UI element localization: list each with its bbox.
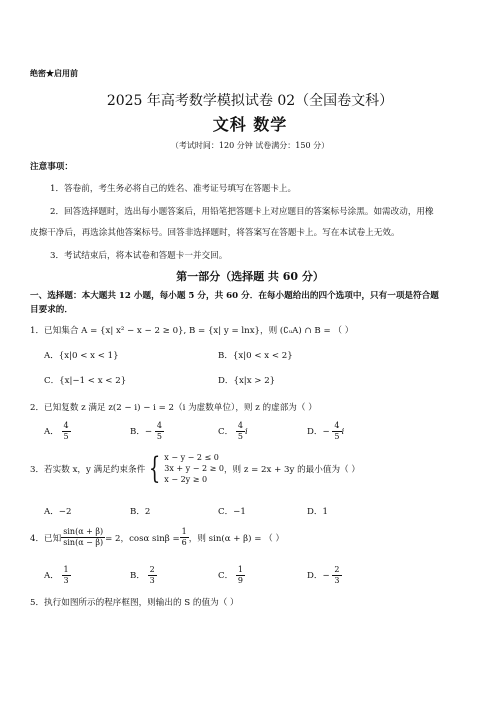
note-1: 1．答卷前，考生务必将自己的姓名、准考证号填写在答题卡上。 (50, 184, 297, 194)
q1-option-c: C．{x|−1 < x < 2} (44, 376, 127, 386)
q3-option-d: D．1 (307, 507, 328, 517)
q2-option-b: B．− $\frac{4}{5}$ (130, 421, 162, 441)
q1-option-a: A．{x|0 < x < 1} (44, 351, 119, 361)
q3-option-c: C．−1 (218, 507, 246, 517)
part1-instr-line-2: 目要求的． (30, 305, 73, 315)
q4-option-d: D．− $\frac{2}{3}$ (307, 565, 340, 585)
q4-option-c: C． $\frac{1}{9}$ (218, 565, 243, 585)
q3-stem: 3．若实数 x，y 满足约束条件 { x − y − 2 ≤ 0 3x + y − 2 ≥ 0 x − 2y ≥ 0 ，则 z = 2x + 3y 的最小值为（ ） (30, 450, 360, 486)
secret-mark: 绝密★启用前 (30, 68, 78, 78)
q2-stem: 2．已知复数 z 满足 z(2 − i) − i = 2（i 为虚数单位），则 z 的虚部为（ ） (30, 403, 317, 413)
q3-constraint-1: x − y − 2 ≤ 0 (164, 453, 219, 462)
part1-heading: 第一部分（选择题 共 60 分） (176, 270, 324, 283)
q3-constraints: { x − y − 2 ≤ 0 3x + y − 2 ≥ 0 x − 2y ≥ 0 (148, 450, 224, 486)
notes-heading: 注意事项： (30, 162, 73, 172)
q4-option-b: B． $\frac{2}{3}$ (130, 565, 155, 585)
q2-option-d: D．− $\frac{4}{5}$ i (307, 421, 345, 441)
q4-option-a: A． $\frac{1}{3}$ (44, 565, 69, 585)
q1-stem: 1．已知集合 A = {x| x² − x − 2 ≥ 0}, B = {x| y = lnx}，则 (∁ᵤA) ∩ B = （ ） (30, 326, 354, 336)
exam-subtitle: 文科 数学 (212, 115, 288, 134)
note-3: 3．考试结束后，将本试卷和答题卡一并交回。 (50, 251, 228, 261)
q4-stem: 4．已知 $\frac{\sin(\alpha + \beta)}{\sin(\alpha - \beta)}$ = 2，cosα sinβ = $\frac{1}{6}$ ，则 sin(α + β) = （ ） (30, 527, 285, 547)
q1-option-b: B．{x|0 < x < 2} (218, 351, 293, 361)
q3-constraint-3: x − 2y ≥ 0 (164, 475, 208, 484)
exam-title: 2025 年高考数学模拟试卷 02（全国卷文科） (106, 93, 394, 109)
q1-option-d: D．{x|x > 2} (218, 376, 276, 386)
part1-instr-line-1: 一、选择题：本大题共 12 小题，每小题 5 分，共 60 分．在每小题给出的四个选项中，只有一项是符合题 (30, 291, 439, 301)
note-2-line-2: 皮擦干净后，再选涂其他答案标号。回答非选择题时，将答案写在答题卡上。写在本试卷上无效。 (30, 228, 400, 238)
q3-option-b: B．2 (130, 507, 151, 517)
note-2-line-1: 2．回答选择题时，选出每小题答案后，用铅笔把答题卡上对应题目的答案标号涂黑。如需改动，用橡 (50, 207, 434, 217)
q5-stem: 5．执行如图所示的程序框图，则输出的 S 的值为（ ） (30, 598, 239, 608)
exam-info: （考试时间：120 分钟 试卷满分：150 分） (170, 141, 330, 150)
q2-option-a: A． $\frac{4}{5}$ (44, 421, 69, 441)
q3-constraint-2: 3x + y − 2 ≥ 0 (164, 464, 224, 473)
q3-option-a: A．−2 (44, 507, 72, 517)
q2-option-c: C． $\frac{4}{5}$ i (218, 421, 248, 441)
